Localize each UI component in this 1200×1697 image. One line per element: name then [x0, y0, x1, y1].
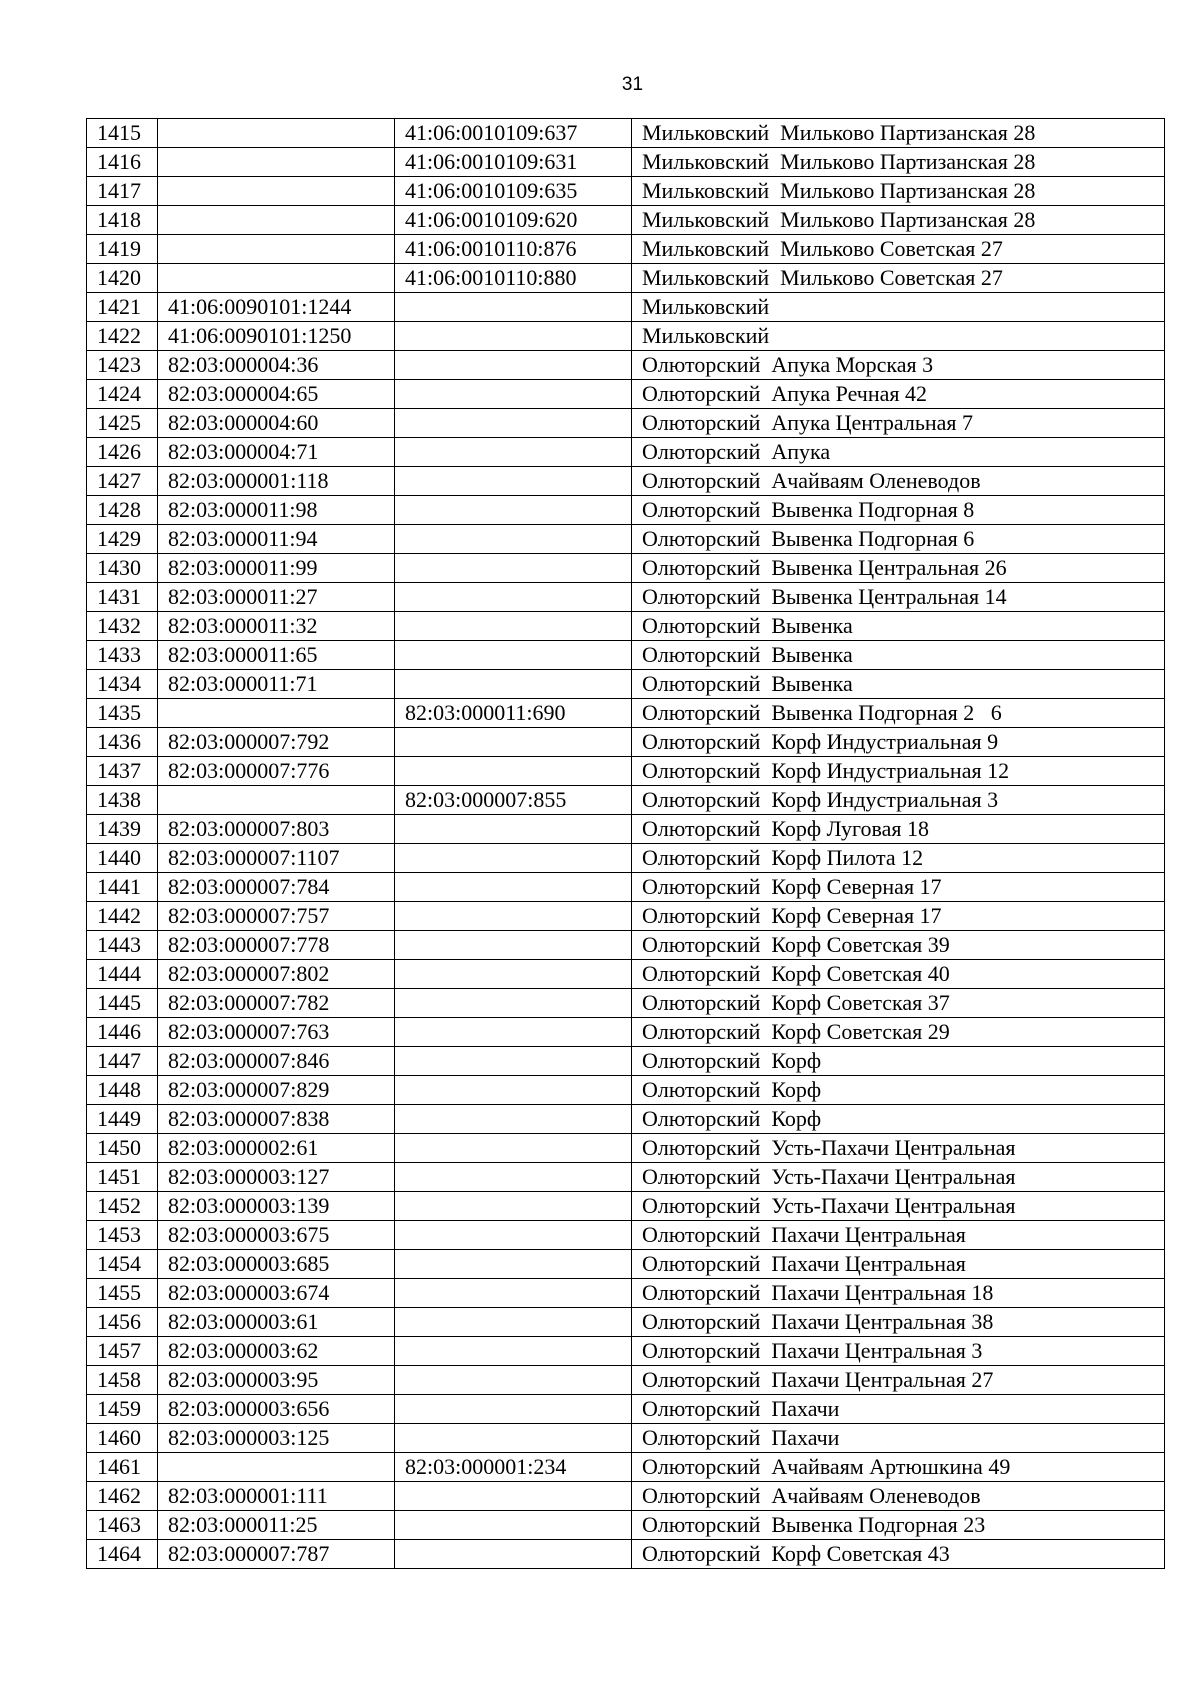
building-cadastral-number-cell [395, 1366, 632, 1395]
table-row [87, 641, 1165, 670]
building-cadastral-number-cell [395, 380, 632, 409]
row-number-cell: 1430 [87, 554, 158, 583]
table-row [87, 380, 1165, 409]
table-row [87, 1424, 1165, 1453]
cadastral-number-cell: 82:03:000001:111 [158, 1482, 395, 1511]
address-cell: Олюторский Корф Индустриальная 3 [632, 786, 1165, 815]
row-number-cell: 1452 [87, 1192, 158, 1221]
row-number-cell: 1449 [87, 1105, 158, 1134]
table-row [87, 264, 1165, 293]
table-row [87, 612, 1165, 641]
building-cadastral-number-cell [395, 1163, 632, 1192]
cadastral-number-cell [158, 786, 395, 815]
property-register-table [86, 118, 1165, 1569]
building-cadastral-number-cell [395, 1076, 632, 1105]
address-cell: Мильковский Мильково Партизанская 28 [632, 148, 1165, 177]
table-row [87, 728, 1165, 757]
table-row [87, 960, 1165, 989]
table-row [87, 119, 1165, 148]
building-cadastral-number-cell [395, 670, 632, 699]
table-row [87, 1540, 1165, 1569]
building-cadastral-number-cell [395, 960, 632, 989]
cadastral-number-cell: 82:03:000004:36 [158, 351, 395, 380]
row-number-cell: 1436 [87, 728, 158, 757]
table-row [87, 438, 1165, 467]
building-cadastral-number-cell: 41:06:0010109:637 [395, 119, 632, 148]
building-cadastral-number-cell [395, 1337, 632, 1366]
cadastral-number-cell: 82:03:000011:32 [158, 612, 395, 641]
address-cell: Олюторский Апука Морская 3 [632, 351, 1165, 380]
row-number-cell: 1459 [87, 1395, 158, 1424]
row-number-cell: 1425 [87, 409, 158, 438]
building-cadastral-number-cell [395, 1482, 632, 1511]
address-cell: Олюторский Пахачи Центральная 18 [632, 1279, 1165, 1308]
table-row [87, 409, 1165, 438]
row-number-cell: 1442 [87, 902, 158, 931]
row-number-cell: 1438 [87, 786, 158, 815]
address-cell: Олюторский Корф Северная 17 [632, 873, 1165, 902]
address-cell: Олюторский Корф Северная 17 [632, 902, 1165, 931]
cadastral-number-cell: 82:03:000004:60 [158, 409, 395, 438]
table-body [87, 119, 1165, 1569]
address-cell: Олюторский Ачайваям Оленеводов [632, 467, 1165, 496]
address-cell: Олюторский Вывенка [632, 641, 1165, 670]
cadastral-number-cell: 82:03:000003:685 [158, 1250, 395, 1279]
row-number-cell: 1419 [87, 235, 158, 264]
building-cadastral-number-cell [395, 554, 632, 583]
table-row [87, 293, 1165, 322]
cadastral-number-cell [158, 177, 395, 206]
cadastral-number-cell: 82:03:000007:778 [158, 931, 395, 960]
cadastral-number-cell: 82:03:000007:803 [158, 815, 395, 844]
address-cell: Олюторский Вывенка [632, 670, 1165, 699]
row-number-cell: 1434 [87, 670, 158, 699]
table-row [87, 1511, 1165, 1540]
building-cadastral-number-cell [395, 351, 632, 380]
table-row [87, 786, 1165, 815]
building-cadastral-number-cell [395, 496, 632, 525]
row-number-cell: 1432 [87, 612, 158, 641]
building-cadastral-number-cell [395, 1134, 632, 1163]
cadastral-number-cell [158, 119, 395, 148]
building-cadastral-number-cell [395, 583, 632, 612]
address-cell: Мильковский Мильково Партизанская 28 [632, 119, 1165, 148]
building-cadastral-number-cell [395, 844, 632, 873]
building-cadastral-number-cell [395, 293, 632, 322]
table-row [87, 1221, 1165, 1250]
cadastral-number-cell [158, 148, 395, 177]
cadastral-number-cell: 82:03:000011:27 [158, 583, 395, 612]
address-cell: Олюторский Пахачи [632, 1395, 1165, 1424]
building-cadastral-number-cell [395, 873, 632, 902]
cadastral-number-cell: 82:03:000003:127 [158, 1163, 395, 1192]
row-number-cell: 1448 [87, 1076, 158, 1105]
table-row [87, 815, 1165, 844]
cadastral-number-cell: 82:03:000003:674 [158, 1279, 395, 1308]
address-cell: Олюторский Вывенка Центральная 26 [632, 554, 1165, 583]
address-cell: Олюторский Корф [632, 1047, 1165, 1076]
table-row [87, 351, 1165, 380]
address-cell: Олюторский Корф Советская 40 [632, 960, 1165, 989]
address-cell: Мильковский Мильково Партизанская 28 [632, 206, 1165, 235]
building-cadastral-number-cell [395, 931, 632, 960]
building-cadastral-number-cell [395, 1308, 632, 1337]
table-row [87, 1192, 1165, 1221]
table-row [87, 1308, 1165, 1337]
cadastral-number-cell: 82:03:000007:763 [158, 1018, 395, 1047]
address-cell: Олюторский Вывенка Центральная 14 [632, 583, 1165, 612]
cadastral-number-cell: 41:06:0090101:1250 [158, 322, 395, 351]
building-cadastral-number-cell [395, 467, 632, 496]
cadastral-number-cell: 82:03:000007:846 [158, 1047, 395, 1076]
address-cell: Олюторский Усть-Пахачи Центральная [632, 1192, 1165, 1221]
table-row [87, 1395, 1165, 1424]
table-row [87, 525, 1165, 554]
table-row [87, 148, 1165, 177]
address-cell: Олюторский Корф Советская 29 [632, 1018, 1165, 1047]
row-number-cell: 1431 [87, 583, 158, 612]
building-cadastral-number-cell [395, 1511, 632, 1540]
cadastral-number-cell: 82:03:000011:94 [158, 525, 395, 554]
address-cell: Мильковский Мильково Партизанская 28 [632, 177, 1165, 206]
row-number-cell: 1440 [87, 844, 158, 873]
cadastral-number-cell: 82:03:000007:829 [158, 1076, 395, 1105]
address-cell: Олюторский Пахачи Центральная 27 [632, 1366, 1165, 1395]
cadastral-number-cell: 82:03:000007:776 [158, 757, 395, 786]
row-number-cell: 1441 [87, 873, 158, 902]
cadastral-number-cell: 82:03:000007:757 [158, 902, 395, 931]
building-cadastral-number-cell [395, 1540, 632, 1569]
row-number-cell: 1422 [87, 322, 158, 351]
cadastral-number-cell: 82:03:000003:62 [158, 1337, 395, 1366]
building-cadastral-number-cell [395, 1047, 632, 1076]
address-cell: Олюторский Апука Центральная 7 [632, 409, 1165, 438]
row-number-cell: 1435 [87, 699, 158, 728]
table-row [87, 1018, 1165, 1047]
table-row [87, 844, 1165, 873]
building-cadastral-number-cell: 41:06:0010109:631 [395, 148, 632, 177]
row-number-cell: 1421 [87, 293, 158, 322]
cadastral-number-cell: 82:03:000003:95 [158, 1366, 395, 1395]
table-row [87, 322, 1165, 351]
cadastral-number-cell [158, 699, 395, 728]
cadastral-number-cell: 82:03:000007:838 [158, 1105, 395, 1134]
row-number-cell: 1428 [87, 496, 158, 525]
address-cell: Мильковский Мильково Советская 27 [632, 264, 1165, 293]
table-row [87, 873, 1165, 902]
cadastral-number-cell: 82:03:000007:1107 [158, 844, 395, 873]
address-cell: Олюторский Пахачи Центральная 3 [632, 1337, 1165, 1366]
building-cadastral-number-cell: 41:06:0010110:876 [395, 235, 632, 264]
cadastral-number-cell: 82:03:000003:125 [158, 1424, 395, 1453]
building-cadastral-number-cell: 41:06:0010109:635 [395, 177, 632, 206]
address-cell: Мильковский Мильково Советская 27 [632, 235, 1165, 264]
building-cadastral-number-cell [395, 1250, 632, 1279]
row-number-cell: 1433 [87, 641, 158, 670]
table-row [87, 699, 1165, 728]
row-number-cell: 1423 [87, 351, 158, 380]
cadastral-number-cell [158, 1453, 395, 1482]
building-cadastral-number-cell [395, 409, 632, 438]
address-cell: Олюторский Корф [632, 1076, 1165, 1105]
row-number-cell: 1427 [87, 467, 158, 496]
row-number-cell: 1443 [87, 931, 158, 960]
address-cell: Олюторский Апука Речная 42 [632, 380, 1165, 409]
row-number-cell: 1439 [87, 815, 158, 844]
row-number-cell: 1453 [87, 1221, 158, 1250]
building-cadastral-number-cell: 82:03:000001:234 [395, 1453, 632, 1482]
row-number-cell: 1456 [87, 1308, 158, 1337]
table-row [87, 1105, 1165, 1134]
building-cadastral-number-cell [395, 757, 632, 786]
building-cadastral-number-cell [395, 1018, 632, 1047]
table-row [87, 206, 1165, 235]
address-cell: Олюторский Пахачи Центральная [632, 1221, 1165, 1250]
row-number-cell: 1418 [87, 206, 158, 235]
row-number-cell: 1445 [87, 989, 158, 1018]
row-number-cell: 1450 [87, 1134, 158, 1163]
table-row [87, 931, 1165, 960]
cadastral-number-cell: 82:03:000011:71 [158, 670, 395, 699]
building-cadastral-number-cell [395, 728, 632, 757]
cadastral-number-cell: 82:03:000002:61 [158, 1134, 395, 1163]
table-row [87, 554, 1165, 583]
cadastral-number-cell: 82:03:000003:656 [158, 1395, 395, 1424]
building-cadastral-number-cell [395, 902, 632, 931]
building-cadastral-number-cell: 82:03:000011:690 [395, 699, 632, 728]
address-cell: Олюторский Корф Индустриальная 12 [632, 757, 1165, 786]
row-number-cell: 1437 [87, 757, 158, 786]
address-cell: Олюторский Корф Индустриальная 9 [632, 728, 1165, 757]
cadastral-number-cell: 82:03:000011:25 [158, 1511, 395, 1540]
row-number-cell: 1415 [87, 119, 158, 148]
cadastral-number-cell [158, 264, 395, 293]
table-row [87, 1076, 1165, 1105]
table-row [87, 1337, 1165, 1366]
cadastral-number-cell: 41:06:0090101:1244 [158, 293, 395, 322]
row-number-cell: 1464 [87, 1540, 158, 1569]
table-row [87, 583, 1165, 612]
row-number-cell: 1426 [87, 438, 158, 467]
address-cell: Мильковский [632, 293, 1165, 322]
row-number-cell: 1424 [87, 380, 158, 409]
row-number-cell: 1455 [87, 1279, 158, 1308]
building-cadastral-number-cell [395, 525, 632, 554]
table-row [87, 496, 1165, 525]
table-row [87, 1134, 1165, 1163]
cadastral-number-cell: 82:03:000007:802 [158, 960, 395, 989]
table-row [87, 670, 1165, 699]
table-row [87, 902, 1165, 931]
building-cadastral-number-cell [395, 641, 632, 670]
cadastral-number-cell: 82:03:000011:99 [158, 554, 395, 583]
cadastral-number-cell: 82:03:000011:98 [158, 496, 395, 525]
table-row [87, 1366, 1165, 1395]
address-cell: Олюторский Ачайваям Артюшкина 49 [632, 1453, 1165, 1482]
address-cell: Олюторский Усть-Пахачи Центральная [632, 1134, 1165, 1163]
building-cadastral-number-cell: 41:06:0010110:880 [395, 264, 632, 293]
table-row [87, 467, 1165, 496]
address-cell: Олюторский Апука [632, 438, 1165, 467]
address-cell: Мильковский [632, 322, 1165, 351]
cadastral-number-cell: 82:03:000011:65 [158, 641, 395, 670]
table-row [87, 1250, 1165, 1279]
row-number-cell: 1462 [87, 1482, 158, 1511]
building-cadastral-number-cell [395, 612, 632, 641]
building-cadastral-number-cell [395, 815, 632, 844]
table-row [87, 177, 1165, 206]
row-number-cell: 1461 [87, 1453, 158, 1482]
cadastral-number-cell: 82:03:000003:675 [158, 1221, 395, 1250]
table-row [87, 1279, 1165, 1308]
cadastral-number-cell: 82:03:000004:65 [158, 380, 395, 409]
building-cadastral-number-cell: 41:06:0010109:620 [395, 206, 632, 235]
cadastral-number-cell: 82:03:000007:792 [158, 728, 395, 757]
row-number-cell: 1420 [87, 264, 158, 293]
building-cadastral-number-cell [395, 1221, 632, 1250]
cadastral-number-cell: 82:03:000003:61 [158, 1308, 395, 1337]
cadastral-number-cell: 82:03:000003:139 [158, 1192, 395, 1221]
table-row [87, 1482, 1165, 1511]
address-cell: Олюторский Пахачи Центральная [632, 1250, 1165, 1279]
address-cell: Олюторский Усть-Пахачи Центральная [632, 1163, 1165, 1192]
address-cell: Олюторский Корф Советская 37 [632, 989, 1165, 1018]
page-number: 31 [621, 74, 644, 95]
building-cadastral-number-cell [395, 438, 632, 467]
cadastral-number-cell [158, 235, 395, 264]
row-number-cell: 1429 [87, 525, 158, 554]
building-cadastral-number-cell: 82:03:000007:855 [395, 786, 632, 815]
row-number-cell: 1460 [87, 1424, 158, 1453]
address-cell: Олюторский Вывенка [632, 612, 1165, 641]
address-cell: Олюторский Корф Луговая 18 [632, 815, 1165, 844]
building-cadastral-number-cell [395, 1105, 632, 1134]
building-cadastral-number-cell [395, 1395, 632, 1424]
row-number-cell: 1451 [87, 1163, 158, 1192]
cadastral-number-cell: 82:03:000007:787 [158, 1540, 395, 1569]
cadastral-number-cell: 82:03:000001:118 [158, 467, 395, 496]
table-row [87, 1163, 1165, 1192]
row-number-cell: 1447 [87, 1047, 158, 1076]
row-number-cell: 1444 [87, 960, 158, 989]
table-row [87, 235, 1165, 264]
cadastral-number-cell: 82:03:000004:71 [158, 438, 395, 467]
address-cell: Олюторский Вывенка Подгорная 2 6 [632, 699, 1165, 728]
row-number-cell: 1457 [87, 1337, 158, 1366]
address-cell: Олюторский Вывенка Подгорная 23 [632, 1511, 1165, 1540]
address-cell: Олюторский Корф Пилота 12 [632, 844, 1165, 873]
address-cell: Олюторский Корф [632, 1105, 1165, 1134]
address-cell: Олюторский Корф Советская 39 [632, 931, 1165, 960]
building-cadastral-number-cell [395, 989, 632, 1018]
row-number-cell: 1417 [87, 177, 158, 206]
cadastral-number-cell [158, 206, 395, 235]
building-cadastral-number-cell [395, 1279, 632, 1308]
row-number-cell: 1446 [87, 1018, 158, 1047]
address-cell: Олюторский Вывенка Подгорная 6 [632, 525, 1165, 554]
building-cadastral-number-cell [395, 322, 632, 351]
cadastral-number-cell: 82:03:000007:782 [158, 989, 395, 1018]
table-row [87, 989, 1165, 1018]
row-number-cell: 1458 [87, 1366, 158, 1395]
address-cell: Олюторский Вывенка Подгорная 8 [632, 496, 1165, 525]
building-cadastral-number-cell [395, 1192, 632, 1221]
row-number-cell: 1454 [87, 1250, 158, 1279]
address-cell: Олюторский Корф Советская 43 [632, 1540, 1165, 1569]
table-row [87, 1453, 1165, 1482]
building-cadastral-number-cell [395, 1424, 632, 1453]
address-cell: Олюторский Пахачи [632, 1424, 1165, 1453]
address-cell: Олюторский Ачайваям Оленеводов [632, 1482, 1165, 1511]
row-number-cell: 1463 [87, 1511, 158, 1540]
table-row [87, 757, 1165, 786]
table-row [87, 1047, 1165, 1076]
row-number-cell: 1416 [87, 148, 158, 177]
cadastral-number-cell: 82:03:000007:784 [158, 873, 395, 902]
address-cell: Олюторский Пахачи Центральная 38 [632, 1308, 1165, 1337]
